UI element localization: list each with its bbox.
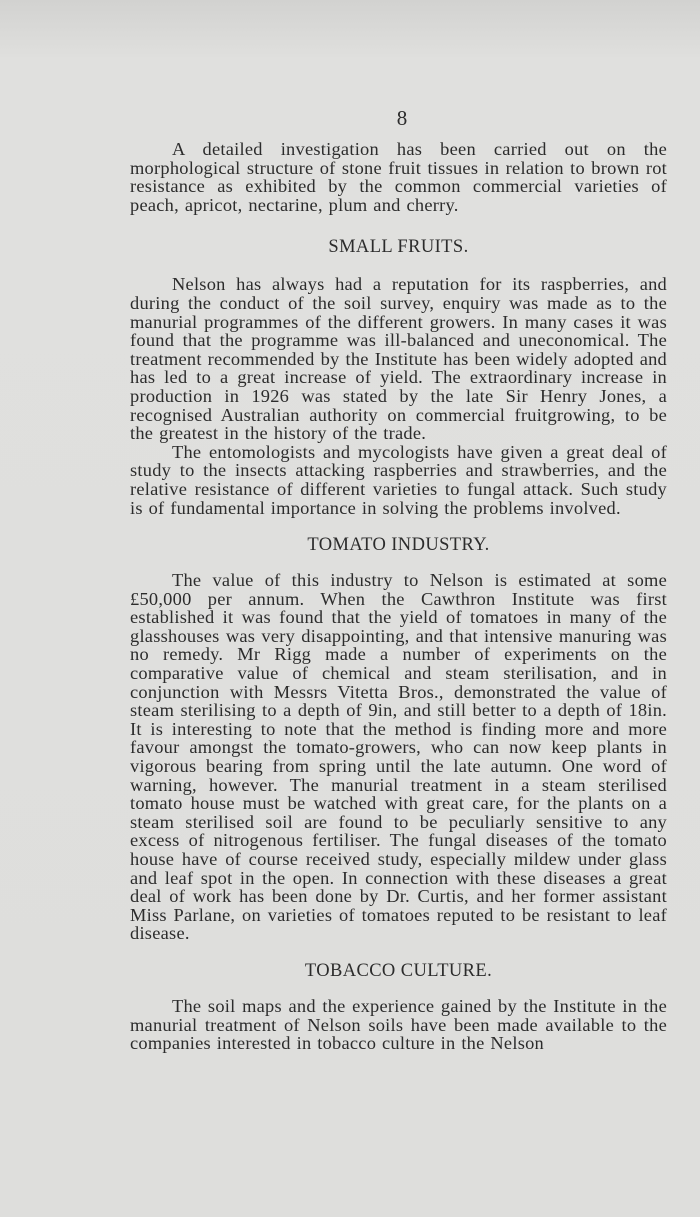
section-heading-tobacco-culture: TOBACCO CULTURE.	[304, 960, 493, 981]
small-fruits-paragraph-2: The entomologists and mycologists have given a great deal of study to the insects attacking raspberries and strawberries, and the relative resistance of different varieties to fungal attack. Such study is of fundamental importance in solving the problems involved.	[130, 441, 667, 518]
page-content	[130, 140, 667, 1053]
small-fruits-paragraph-1: Nelson has always had a reputation for its raspberries, and during the conduct of the soil survey, enquiry was made as to the manurial programmes of the different growers. In many cases it was found that the programme was ill-balanced and uneconomical. The treatment recommended by the Institute has been widely adopted and has led to a great increase of yield. The extraordinary increase in production in 1926 was stated by the late Sir Henry Jones, a recognised Australian authority on commercial fruitgrowing, to be the greatest in the history of the trade.	[130, 274, 667, 444]
section-heading-tomato-industry: TOMATO INDUSTRY.	[307, 535, 490, 556]
page-number: 8	[396, 106, 408, 130]
intro-paragraph: A detailed investigation has been carried out on the morphological structure of stone fruit tissues in relation to brown rot resistance as exhibited by the common commercial varieties of peach, apricot, nectarine, plum and cherry.	[130, 139, 667, 215]
section-heading-small-fruits: SMALL FRUITS.	[328, 237, 469, 258]
tomato-industry-paragraph: The value of this industry to Nelson is estimated at some £50,000 per annum. When the Cawthron Institute was first established it was found that the yield of tomatoes in many of the glasshouses was very disappointing, and that intensive manuring was no remedy. Mr Rigg made a number of experiments on the comparative value of chemical and steam sterilisation, and in conjunction with Messrs Vitetta Bros., demonstrated the value of steam sterilising to a depth of 9in, and still better to a depth of 18in. It is interesting to note that the method is finding more and more favour amongst the tomato-growers, who can now keep plants in vigorous bearing from spring until the late autumn. One word of warning, however. The manurial treatment in a steam sterilised tomato house must be watched with great care, for the plants on a steam sterilised soil are found to be peculiarly sensitive to any excess of nitrogenous fertiliser. The fungal diseases of the tomato house have of course received study, especially mildew under glass and leaf spot in the open. In connection with these diseases a great deal of work has been done by Dr. Curtis, and her former assistant Miss Parlane, on varieties of tomatoes reputed to be resistant to leaf disease.	[130, 570, 667, 944]
tobacco-culture-paragraph: The soil maps and the experience gained by the Institute in the manurial treatment of Nelson soils have been made available to the companies interested in tobacco culture in the Nelson	[130, 995, 667, 1054]
